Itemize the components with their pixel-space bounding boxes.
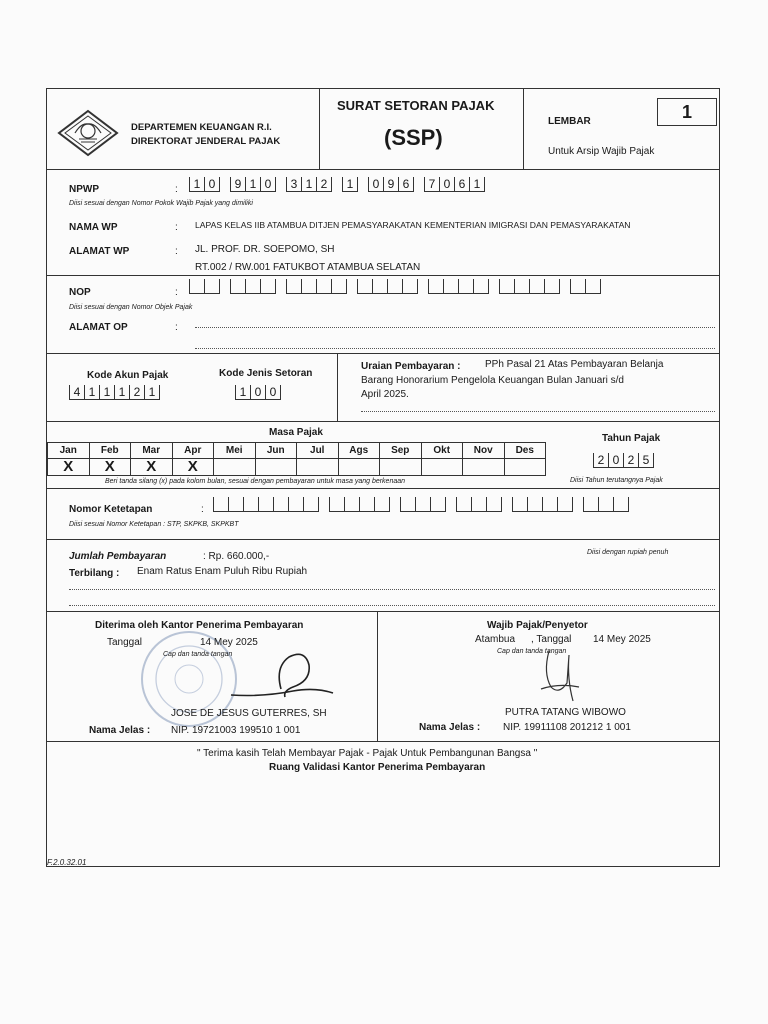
month-header: Des [504,442,547,459]
penyetor-signer-name: PUTRA TATANG WIBOWO [505,707,626,718]
ketetapan-box [213,497,228,512]
nop-box [286,279,301,294]
box-group [230,279,276,294]
penyetor-place: Atambua [475,634,516,645]
npwp-digit: 2 [316,177,332,192]
lembar-note: Untuk Arsip Wajib Pajak [548,146,655,157]
nop-box [585,279,601,294]
thanks-text: " Terima kasih Telah Membayar Pajak - Pajak Untuk Pembangunan Bangsa " [197,748,538,759]
kode-jenis-boxes [235,385,291,400]
box-group [69,385,160,400]
box-group [286,177,332,192]
npwp-digit: 3 [286,177,301,192]
masa-note: Beri tanda silang (x) pada kolom bulan, sesuai dengan pembayaran untuk masa yang berkenaan [105,478,406,485]
ketetapan-label: Nomor Ketetapan [69,504,153,515]
npwp-digit: 0 [204,177,220,192]
npwp-digit: 1 [189,177,204,192]
npwp-digit: 1 [342,177,358,192]
nop-box [357,279,372,294]
dept-line-2: DIREKTORAT JENDERAL PAJAK [131,136,281,147]
jumlah-value: : Rp. 660.000,- [203,551,270,562]
box-group [189,177,220,192]
tahun-boxes [593,453,664,468]
penyetor-nama-jelas-label: Nama Jelas : [419,722,481,733]
month-mark [421,458,464,476]
ketetapan-box [359,497,374,512]
uraian-label: Uraian Pembayaran : [361,361,461,372]
kode-jenis-digit: 0 [265,385,281,400]
box-group [593,453,654,468]
ketetapan-box [258,497,273,512]
month-header: Nov [462,442,505,459]
month-header: Apr [172,442,215,459]
jumlah-note: Diisi dengan rupiah penuh [587,549,669,556]
month-mark [338,458,381,476]
npwp-digit: 1 [301,177,316,192]
month-mark: X [172,458,215,476]
month-header: Jun [255,442,298,459]
month-header: Mei [213,442,256,459]
nop-box [473,279,489,294]
month-mark [462,458,505,476]
kode-jenis-label: Kode Jenis Setoran [219,368,313,379]
nop-box [230,279,245,294]
box-group [230,177,276,192]
penerima-cap-note: Cap dan tanda tangan [163,651,233,658]
month-header: Ags [338,442,381,459]
month-header: Okt [421,442,464,459]
ketetapan-box [344,497,359,512]
npwp-note: Diisi sesuai dengan Nomor Pokok Wajib Pajak yang dimiliki [69,200,253,207]
kode-akun-digit: 1 [84,385,99,400]
nop-box [544,279,560,294]
month-mark: X [89,458,132,476]
penyetor-tanggal-value: 14 Mey 2025 [593,634,651,645]
ketetapan-box [303,497,319,512]
box-group [286,279,347,294]
kode-akun-boxes [69,385,170,400]
tahun-pajak-label: Tahun Pajak [602,433,661,444]
month-mark: X [47,458,90,476]
nop-boxes [189,279,611,294]
nop-box [387,279,402,294]
nop-box [529,279,544,294]
npwp-digit: 0 [439,177,454,192]
kode-akun-digit: 1 [144,385,160,400]
penerima-nip: NIP. 19721003 199510 1 001 [171,725,301,736]
penyetor-signature-icon [529,643,599,713]
nop-box [189,279,204,294]
month-mark [379,458,422,476]
masa-pajak-label: Masa Pajak [269,427,323,438]
month-mark [213,458,256,476]
ketetapan-note: Diisi sesuai Nomor Ketetapan : STP, SKPKB, SKPKBT [69,521,239,528]
nama-wp-value: LAPAS KELAS IIB ATAMBUA DITJEN PEMASYARAKATAN KEMENTERIAN IMIGRASI DAN PEMASYARAKATAN [195,220,631,230]
nop-box [570,279,585,294]
penyetor-cap-note: Cap dan tanda tangan [497,648,567,655]
ketetapan-box [243,497,258,512]
ketetapan-box [415,497,430,512]
npwp-digit: 1 [469,177,485,192]
nop-note: Diisi sesuai dengan Nomor Objek Pajak [69,304,193,311]
npwp-digit: 7 [424,177,439,192]
nop-box [428,279,443,294]
ssp-form: DEPARTEMEN KEUANGAN R.I. DIREKTORAT JENDERAL PAJAK SURAT SETORAN PAJAK (SSP) LEMBAR 1 Untuk Arsip Wajib Pajak NPWP : 1 0 9 1 0 3 1 2 1 0 9 6 7 0 6 1 Diisi sesuai dengan Nomor Pokok Wajib Pajak yang dimiliki NAMA WP : LAPAS KELAS IIB ATAMBUA DITJEN PEMASYARAKATAN KEMENTERIAN IMIGRASI DAN PEMASYARAKATAN ALAMAT WP : JL. PROF. DR. SOEPOMO, SH RT.002 / RW.001 FATUKBOT ATAMBUA SELATAN NOP : Diisi sesuai dengan Nomor Objek Pajak ALAMAT OP : Kode Akun Pajak 4 1 1 1 2 1 Kode Jenis Setoran 1 0 0 Uraian Pembayaran : PPh Pasal 21 Atas Pembayaran Belanja Barang Honorarium Pengelola Keuangan Bulan Januari s/d April 2025. Masa Pajak Jan X Feb X Mar X Apr X Mei Jun Jul Ags Sep Okt Nov Des Beri tanda silang (x) pada kolom bulan, sesuai dengan pembayaran untuk masa yang berkenaan Tahun Pajak 2 0 2 5 Diisi Tahun terutangnya Pajak Nomor Ketetapan : Diisi sesuai Nomor Ketetapan : STP, SKPKB, SKPKBT Jumlah Pembayaran : Rp. 660.000,- Diisi dengan rupiah penuh Terbilang : Enam Ratus Enam Puluh Ribu Rupiah Diterima oleh Kantor Penerima Pembayaran Tanggal 14 Mey 2025 Cap dan tanda tangan JOSE DE JESUS GUTERRES, SH Nama Jelas : NIP. 19721003 199510 1 001 Wajib Pajak/Penyetor Atambua , Tanggal 14 Mey 2025 Cap dan tanda tangan PUTRA TATANG WIBOWO Nama Jelas : NIP. 19911108 201212 1 001 " Terima kasih Telah Membayar Pajak - Pajak Untuk Pembangunan Bangsa " Ruang Validasi Kantor Penerima Pembayaran F.2.0.32.01 [46,88,720,867]
uraian-line1: PPh Pasal 21 Atas Pembayaran Belanja [485,359,664,370]
month-mark [255,458,298,476]
ketetapan-box [374,497,390,512]
ketetapan-box [400,497,415,512]
npwp-digit: 9 [383,177,398,192]
month-header: Sep [379,442,422,459]
box-group [342,177,358,192]
nop-box [372,279,387,294]
kode-akun-digit: 4 [69,385,84,400]
nop-box [443,279,458,294]
ketetapan-box [557,497,573,512]
penerima-signature-icon [223,647,343,707]
ketetapan-box [527,497,542,512]
nop-box [204,279,220,294]
ketetapan-box [613,497,629,512]
npwp-digit: 0 [368,177,383,192]
nop-box [331,279,347,294]
nop-box [260,279,276,294]
npwp-label: NPWP [69,184,99,195]
tahun-digit: 5 [638,453,654,468]
month-header: Jan [47,442,90,459]
terbilang-value: Enam Ratus Enam Puluh Ribu Rupiah [137,566,308,577]
box-group [329,497,390,512]
ketetapan-box [542,497,557,512]
penerima-signer-name: JOSE DE JESUS GUTERRES, SH [171,708,327,719]
ketetapan-box [288,497,303,512]
month-mark [504,458,547,476]
npwp-digit: 9 [230,177,245,192]
box-group [424,177,485,192]
nop-box [514,279,529,294]
nop-box [402,279,418,294]
box-group [189,279,220,294]
alamat-op-label: ALAMAT OP [69,322,128,333]
ketetapan-box [228,497,243,512]
nop-box [245,279,260,294]
nop-box [316,279,331,294]
kode-akun-digit: 2 [129,385,144,400]
ketetapan-box [512,497,527,512]
box-group [512,497,573,512]
box-group [428,279,489,294]
tahun-digit: 2 [623,453,638,468]
npwp-digit: 1 [245,177,260,192]
npwp-digit: 6 [454,177,469,192]
tahun-digit: 2 [593,453,608,468]
ketetapan-box [430,497,446,512]
ketetapan-box [456,497,471,512]
month-header: Jul [296,442,339,459]
kode-akun-digit: 1 [99,385,114,400]
nop-box [301,279,316,294]
tahun-digit: 0 [608,453,623,468]
box-group [570,279,601,294]
box-group [357,279,418,294]
ketetapan-box [273,497,288,512]
validasi-text: Ruang Validasi Kantor Penerima Pembayaran [269,762,486,773]
box-group [368,177,414,192]
ketetapan-box [486,497,502,512]
npwp-digit: 0 [260,177,276,192]
ketetapan-boxes [213,497,639,512]
uraian-line3: April 2025. [361,389,409,400]
terbilang-label: Terbilang : [69,568,120,579]
lembar-label: LEMBAR [548,116,591,127]
box-group [400,497,446,512]
alamat-wp-line1: JL. PROF. DR. SOEPOMO, SH [195,244,335,255]
box-group [456,497,502,512]
box-group [235,385,281,400]
penyetor-nip: NIP. 19911108 201212 1 001 [503,722,631,733]
uraian-line2: Barang Honorarium Pengelola Keuangan Bulan Januari s/d [361,375,624,386]
lembar-number: 1 [657,98,717,126]
penyetor-tanggal-label: , Tanggal [531,634,572,645]
box-group [499,279,560,294]
tahun-note: Diisi Tahun terutangnya Pajak [570,477,663,484]
month-header: Feb [89,442,132,459]
ketetapan-box [329,497,344,512]
nop-box [499,279,514,294]
kode-jenis-digit: 0 [250,385,265,400]
garuda-emblem-icon [57,109,119,157]
form-acronym: (SSP) [384,125,443,150]
penyetor-title: Wajib Pajak/Penyetor [487,620,588,631]
penerima-nama-jelas-label: Nama Jelas : [89,725,151,736]
nop-box [458,279,473,294]
form-title: SURAT SETORAN PAJAK [337,98,495,113]
box-group [213,497,319,512]
form-code: F.2.0.32.01 [47,858,87,867]
alamat-wp-line2: RT.002 / RW.001 FATUKBOT ATAMBUA SELATAN [195,262,421,273]
month-mark: X [130,458,173,476]
nop-label: NOP [69,287,91,298]
penerima-title: Diterima oleh Kantor Penerima Pembayaran [95,620,304,631]
kode-jenis-digit: 1 [235,385,250,400]
dept-line-1: DEPARTEMEN KEUANGAN R.I. [131,122,272,133]
ketetapan-box [598,497,613,512]
nama-wp-label: NAMA WP [69,222,118,233]
month-header: Mar [130,442,173,459]
penerima-tanggal-label: Tanggal [107,637,143,648]
ketetapan-box [583,497,598,512]
jumlah-label: Jumlah Pembayaran [69,551,167,562]
kode-akun-label: Kode Akun Pajak [87,370,169,381]
penerima-tanggal-value: 14 Mey 2025 [200,637,258,648]
npwp-digit: 6 [398,177,414,192]
npwp-boxes [189,177,495,192]
kode-akun-digit: 1 [114,385,129,400]
ketetapan-box [471,497,486,512]
box-group [583,497,629,512]
month-mark [296,458,339,476]
alamat-wp-label: ALAMAT WP [69,246,130,257]
